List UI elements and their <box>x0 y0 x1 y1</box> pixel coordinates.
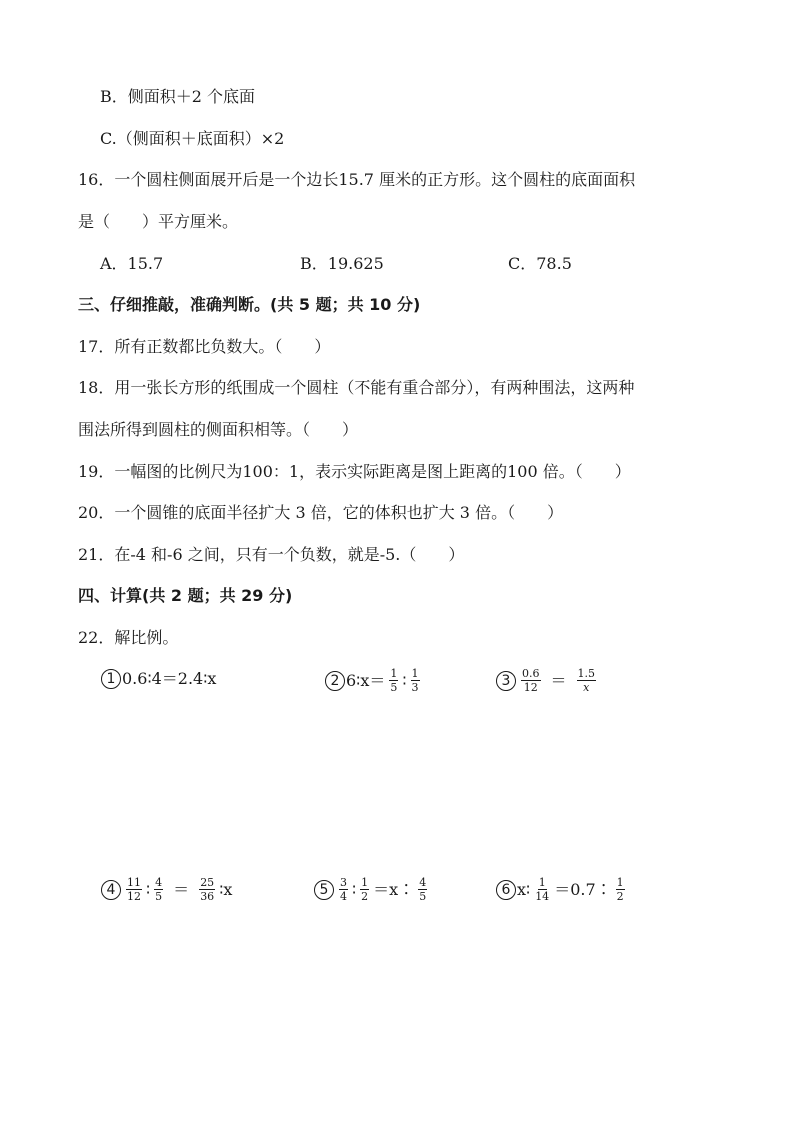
ratio-colon: ∶ <box>352 879 357 899</box>
equation-6-middle: ＝0.7∶ <box>554 879 612 899</box>
equation-4 <box>101 876 232 903</box>
fraction: $\frac{4}{5}$ <box>155 876 163 903</box>
q22-text: 22．解比例。 <box>78 628 179 647</box>
q16-option-a: A．15.7 <box>100 254 164 273</box>
q16-text-line2: 是（ ）平方厘米。 <box>78 212 239 231</box>
equation-4-suffix: ∶x <box>219 879 233 899</box>
circled-number-6: 6 <box>496 880 516 900</box>
equation-5 <box>314 876 431 903</box>
equation-6-prefix: x∶ <box>517 879 531 899</box>
circled-number-3: 3 <box>496 671 516 691</box>
equation-6 <box>496 876 629 903</box>
q20-text: 20．一个圆锥的底面半径扩大 3 倍，它的体积也扩大 3 倍。（ ） <box>78 503 564 522</box>
equation-3 <box>496 667 600 694</box>
q15-option-b: B．侧面积＋2 个底面 <box>100 87 256 106</box>
equation-2-prefix: 6∶x＝ <box>346 670 386 690</box>
q16-option-c: C．78.5 <box>508 254 572 273</box>
ratio-colon: ∶ <box>146 879 151 899</box>
q21-text: 21．在-4 和-6 之间，只有一个负数，就是-5.（ ） <box>78 545 465 564</box>
fraction: $\frac{1}{14}$ <box>535 876 550 903</box>
q19-text: 19．一幅图的比例尺为100：1，表示实际距离是图上距离的100 倍。（ ） <box>78 462 631 481</box>
equals-sign: ＝ <box>550 670 567 690</box>
q16-option-b: B．19.625 <box>300 254 384 273</box>
section3-title: 三、仔细推敲，准确判断。(共 5 题；共 10 分) <box>78 295 421 314</box>
q18-text-line1: 18．用一张长方形的纸围成一个圆柱（不能有重合部分），有两种围法，这两种 <box>78 378 635 397</box>
fraction: $\frac{11}{12}$ <box>127 876 141 903</box>
section4-title: 四、计算(共 2 题；共 29 分) <box>78 586 293 605</box>
circled-number-5: 5 <box>314 880 334 900</box>
equation-1-text: 0.6∶4＝2.4∶x <box>122 669 217 688</box>
fraction: $\frac{3}{4}$ <box>340 876 347 903</box>
equation-2 <box>325 667 424 694</box>
fraction: $\frac{4}{5}$ <box>419 876 427 903</box>
equation-5-middle: ＝x∶ <box>373 879 415 899</box>
fraction: $\frac{1}{5}$ <box>390 667 398 694</box>
fraction: $\frac{1}{2}$ <box>616 876 624 903</box>
fraction: $\frac{1}{2}$ <box>361 876 369 903</box>
q17-text: 17．所有正数都比负数大。（ ） <box>78 337 331 356</box>
equals-sign: ＝ <box>173 879 190 899</box>
fraction: $\frac{0.6}{12}$ <box>522 667 540 694</box>
q16-text-line1: 16．一个圆柱侧面展开后是一个边长15.7 厘米的正方形。这个圆柱的底面面积 <box>78 170 636 189</box>
circled-number-2: 2 <box>325 671 345 691</box>
equation-1 <box>101 667 216 691</box>
q15-option-c: C.（侧面积＋底面积）×2 <box>100 129 285 148</box>
circled-number-1: 1 <box>101 669 121 689</box>
fraction: $\frac{1.5}{x}$ <box>577 667 596 694</box>
circled-number-4: 4 <box>101 880 121 900</box>
fraction: $\frac{1}{3}$ <box>411 667 419 694</box>
fraction: $\frac{25}{36}$ <box>200 876 215 903</box>
ratio-colon: ∶ <box>402 670 407 690</box>
q18-text-line2: 围法所得到圆柱的侧面积相等。（ ） <box>78 420 359 439</box>
